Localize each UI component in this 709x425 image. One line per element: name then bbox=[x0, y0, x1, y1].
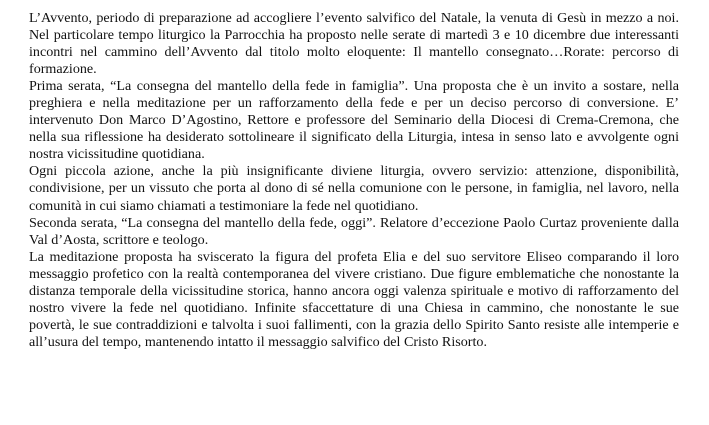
paragraph-first-evening: Prima serata, “La consegna del mantello della fede in famiglia”. Una proposta che è un invito a sostare, nella preghiera e nella meditazione per un rafforzamento della fede e per un deciso percorso di conversione. E’ intervenuto Don Marco D’Agostino, Rettore e professore del Seminario della Diocesi di Crema-Cremona, che nella sua riflessione ha desiderato sottolineare il significato della Liturgia, intesa in senso lato e avvolgente ogni nostra vicissitudine quotidiana. bbox=[29, 78, 679, 163]
paragraph-liturgy: Ogni piccola azione, anche la più insignificante diviene liturgia, ovvero servizio: attenzione, disponibilità, condivisione, per un vissuto che porta al dono di sé nella comunione con le persone, in famiglia, nel lavoro, nella comunità in cui siamo chiamati a testimoniare la fede nel quotidiano. bbox=[29, 163, 679, 214]
article-body bbox=[29, 10, 679, 351]
paragraph-intro: L’Avvento, periodo di preparazione ad accogliere l’evento salvifico del Natale, la venuta di Gesù in mezzo a noi. Nel particolare tempo liturgico la Parrocchia ha proposto nelle serate di martedì 3 e 10 dicembre due interessanti incontri nel cammino dell’Avvento dal titolo molto eloquente: Il mantello consegnato…Rorate: percorso di formazione. bbox=[29, 10, 679, 78]
paragraph-second-evening: Seconda serata, “La consegna del mantello della fede, oggi”. Relatore d’eccezione Paolo Curtaz proveniente dalla Val d’Aosta, scrittore e teologo. bbox=[29, 214, 679, 248]
paragraph-meditation: La meditazione proposta ha sviscerato la figura del profeta Elia e del suo servitore Eliseo comparando il loro messaggio profetico con la realtà contemporanea del vivere cristiano. Due figure emblematiche che nonostante la distanza temporale della vicissitudine storica, hanno ancora oggi valenza spirituale e motivo di rafforzamento del nostro vivere la fede nel quotidiano. Infinite sfaccettature di una Chiesa in cammino, che nonostante le sue povertà, le sue contraddizioni e talvolta i suoi fallimenti, con la grazia dello Spirito Santo resiste alle intemperie e all’usura del tempo, mantenendo intatto il messaggio salvifico del Cristo Risorto. bbox=[29, 248, 679, 350]
